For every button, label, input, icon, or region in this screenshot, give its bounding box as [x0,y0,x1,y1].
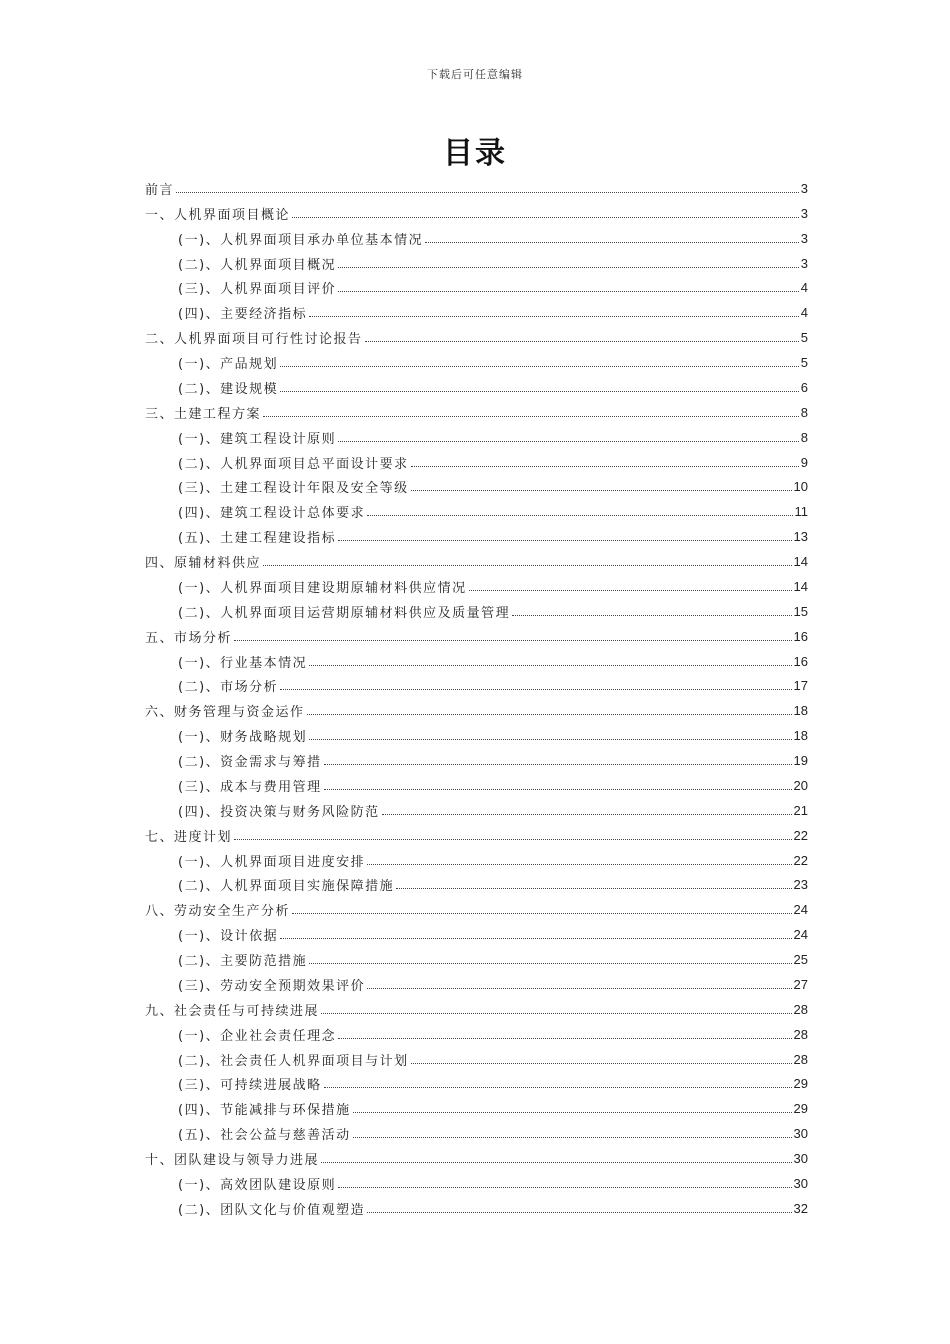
toc-entry-label: 三、土建工程方案 [145,406,262,422]
toc-entry-page-number: 19 [793,753,808,769]
toc-entry-page-number: 24 [793,927,808,943]
toc-entry-label: (五)、社会公益与慈善活动 [178,1128,351,1144]
toc-entry-label: (一)、企业社会责任理念 [178,1028,337,1044]
toc-entry[interactable] [145,475,808,500]
toc-entry-label: (一)、人机界面项目进度安排 [178,854,366,870]
toc-entry-label: (一)、人机界面项目建设期原辅材料供应情况 [178,580,467,596]
dot-leader [324,789,792,790]
toc-entry-label: 一、人机界面项目概论 [145,207,291,223]
toc-entry-label: (三)、可持续进展战略 [178,1078,322,1094]
toc-entry-page-number: 3 [800,180,808,196]
toc-entry[interactable] [145,748,808,773]
toc-entry-label: 八、劳动安全生产分析 [145,904,291,920]
toc-entry-page-number: 8 [800,429,808,445]
dot-leader [338,1038,791,1039]
toc-entry[interactable] [145,1121,808,1146]
toc-entry-page-number: 20 [793,777,808,793]
toc-entry[interactable] [145,375,808,400]
toc-entry-page-number: 9 [800,454,808,470]
dot-leader [280,391,799,392]
toc-entry-page-number: 5 [800,330,808,346]
toc-entry[interactable] [145,674,808,699]
toc-entry[interactable] [145,599,808,624]
toc-entry-label: (二)、人机界面项目运营期原辅材料供应及质量管理 [178,605,511,621]
dot-leader [353,1137,792,1138]
dot-leader [396,888,791,889]
toc-entry[interactable] [145,698,808,723]
toc-entry-page-number: 29 [793,1076,808,1092]
toc-entry-page-number: 4 [800,280,808,296]
dot-leader [280,938,791,939]
toc-entry[interactable] [145,1022,808,1047]
dot-leader [324,764,792,765]
dot-leader [338,441,799,442]
toc-entry-page-number: 3 [800,230,808,246]
toc-entry[interactable] [145,773,808,798]
toc-entry-page-number: 5 [800,355,808,371]
dot-leader [234,839,792,840]
dot-leader [411,490,792,491]
toc-entry-page-number: 3 [800,255,808,271]
toc-entry[interactable] [145,1096,808,1121]
dot-leader [338,540,791,541]
toc-entry-label: 六、财务管理与资金运作 [145,705,305,721]
toc-entry-label: (一)、建筑工程设计原则 [178,431,337,447]
toc-entry[interactable] [145,300,808,325]
toc-entry-label: (二)、社会责任人机界面项目与计划 [178,1053,409,1069]
toc-entry[interactable] [145,649,808,674]
toc-entry-label: (二)、人机界面项目概况 [178,257,337,273]
dot-leader [324,1087,792,1088]
dot-leader [309,963,791,964]
toc-entry-page-number: 10 [793,479,808,495]
toc-entry-label: (四)、投资决策与财务风险防范 [178,804,380,820]
toc-entry[interactable] [145,350,808,375]
toc-entry-label: (一)、人机界面项目承办单位基本情况 [178,232,424,248]
dot-leader [353,1112,792,1113]
toc-entry-page-number: 17 [793,678,808,694]
dot-leader [425,242,799,243]
dot-leader [411,1063,792,1064]
dot-leader [367,515,792,516]
dot-leader [338,291,799,292]
toc-entry-page-number: 32 [793,1200,808,1216]
toc-entry-label: (三)、人机界面项目评价 [178,282,337,298]
toc-entry-label: (二)、资金需求与筹措 [178,755,322,771]
toc-entry-label: (四)、主要经济指标 [178,307,308,323]
toc-entry-page-number: 3 [800,205,808,221]
toc-entry-page-number: 30 [793,1151,808,1167]
toc-entry-page-number: 27 [793,976,808,992]
toc-entry-page-number: 14 [793,554,808,570]
toc-entry[interactable] [145,947,808,972]
toc-entry[interactable] [145,723,808,748]
toc-entry-label: (五)、土建工程建设指标 [178,531,337,547]
toc-entry[interactable] [145,325,808,350]
dot-leader [307,714,792,715]
toc-entry-label: 七、进度计划 [145,829,233,845]
table-of-contents [145,176,808,1221]
toc-entry-label: (三)、成本与费用管理 [178,779,322,795]
dot-leader [367,864,791,865]
dot-leader [321,1013,792,1014]
dot-leader [469,590,792,591]
dot-leader [280,689,791,690]
toc-entry-label: 五、市场分析 [145,630,233,646]
toc-entry-label: (四)、节能减排与环保措施 [178,1103,351,1119]
toc-entry[interactable] [145,499,808,524]
toc-entry-page-number: 13 [793,529,808,545]
toc-entry-page-number: 28 [793,1026,808,1042]
toc-entry-page-number: 15 [793,603,808,619]
toc-entry-page-number: 30 [793,1175,808,1191]
toc-entry[interactable] [145,450,808,475]
toc-entry[interactable] [145,425,808,450]
toc-entry[interactable] [145,524,808,549]
toc-entry-label: (二)、人机界面项目实施保障措施 [178,879,395,895]
toc-entry-label: 二、人机界面项目可行性讨论报告 [145,332,363,348]
toc-entry-label: 十、团队建设与领导力进展 [145,1153,320,1169]
toc-entry-label: 九、社会责任与可持续进展 [145,1003,320,1019]
dot-leader [512,615,791,616]
toc-entry-label: (一)、产品规划 [178,357,279,373]
toc-entry-page-number: 16 [793,653,808,669]
toc-entry-page-number: 16 [793,628,808,644]
toc-entry-page-number: 18 [793,703,808,719]
toc-entry-label: 四、原辅材料供应 [145,556,262,572]
toc-entry[interactable] [145,997,808,1022]
toc-entry-page-number: 29 [793,1101,808,1117]
toc-entry[interactable] [145,1072,808,1097]
toc-entry-page-number: 28 [793,1001,808,1017]
toc-entry-label: (一)、行业基本情况 [178,655,308,671]
toc-entry[interactable] [145,1146,808,1171]
dot-leader [367,988,791,989]
toc-entry[interactable] [145,624,808,649]
toc-entry[interactable] [145,897,808,922]
page-header: 下载后可任意编辑 [427,68,523,81]
dot-leader [382,814,792,815]
toc-entry-page-number: 23 [793,877,808,893]
toc-entry[interactable] [145,574,808,599]
dot-leader [321,1162,792,1163]
dot-leader [367,1212,791,1213]
toc-entry[interactable] [145,1047,808,1072]
toc-entry-page-number: 14 [793,578,808,594]
toc-entry-page-number: 4 [800,305,808,321]
toc-entry[interactable] [145,549,808,574]
toc-entry-label: (一)、高效团队建设原则 [178,1177,337,1193]
toc-entry[interactable] [145,798,808,823]
toc-entry[interactable] [145,276,808,301]
dot-leader [263,416,799,417]
toc-entry-page-number: 22 [793,827,808,843]
toc-entry-label: (三)、劳动安全预期效果评价 [178,978,366,994]
toc-entry[interactable] [145,873,808,898]
dot-leader [263,565,792,566]
toc-entry-label: (二)、建设规模 [178,381,279,397]
toc-title: 目录 [443,136,507,171]
toc-entry[interactable] [145,226,808,251]
toc-entry-label: (二)、主要防范措施 [178,954,308,970]
toc-entry-page-number: 11 [794,504,808,520]
dot-leader [292,913,792,914]
toc-entry-label: (二)、团队文化与价值观塑造 [178,1202,366,1218]
toc-entry-label: (二)、市场分析 [178,680,279,696]
toc-entry[interactable] [145,972,808,997]
dot-leader [338,1187,791,1188]
dot-leader [280,366,799,367]
toc-entry-label: (一)、设计依据 [178,929,279,945]
toc-entry-page-number: 22 [793,852,808,868]
toc-entry[interactable] [145,823,808,848]
toc-entry-label: (三)、土建工程设计年限及安全等级 [178,481,409,497]
toc-entry[interactable] [145,848,808,873]
toc-entry-label: (一)、财务战略规划 [178,730,308,746]
dot-leader [292,217,799,218]
toc-entry-page-number: 18 [793,728,808,744]
toc-entry-page-number: 6 [800,379,808,395]
dot-leader [234,640,792,641]
toc-entry[interactable] [145,251,808,276]
dot-leader [176,192,799,193]
toc-entry-page-number: 8 [800,404,808,420]
toc-entry[interactable] [145,1196,808,1221]
dot-leader [309,316,799,317]
toc-entry-page-number: 24 [793,902,808,918]
dot-leader [411,466,799,467]
toc-entry[interactable] [145,176,808,201]
toc-entry-page-number: 28 [793,1051,808,1067]
toc-entry[interactable] [145,400,808,425]
dot-leader [365,341,799,342]
toc-entry-label: (四)、建筑工程设计总体要求 [178,506,366,522]
toc-entry-page-number: 30 [793,1126,808,1142]
toc-entry-page-number: 25 [793,952,808,968]
toc-entry-label: 前言 [145,182,175,198]
toc-entry[interactable] [145,922,808,947]
toc-entry-label: (二)、人机界面项目总平面设计要求 [178,456,409,472]
dot-leader [309,665,791,666]
toc-entry-page-number: 21 [793,802,808,818]
toc-entry[interactable] [145,201,808,226]
dot-leader [309,739,791,740]
dot-leader [338,267,799,268]
toc-entry[interactable] [145,1171,808,1196]
